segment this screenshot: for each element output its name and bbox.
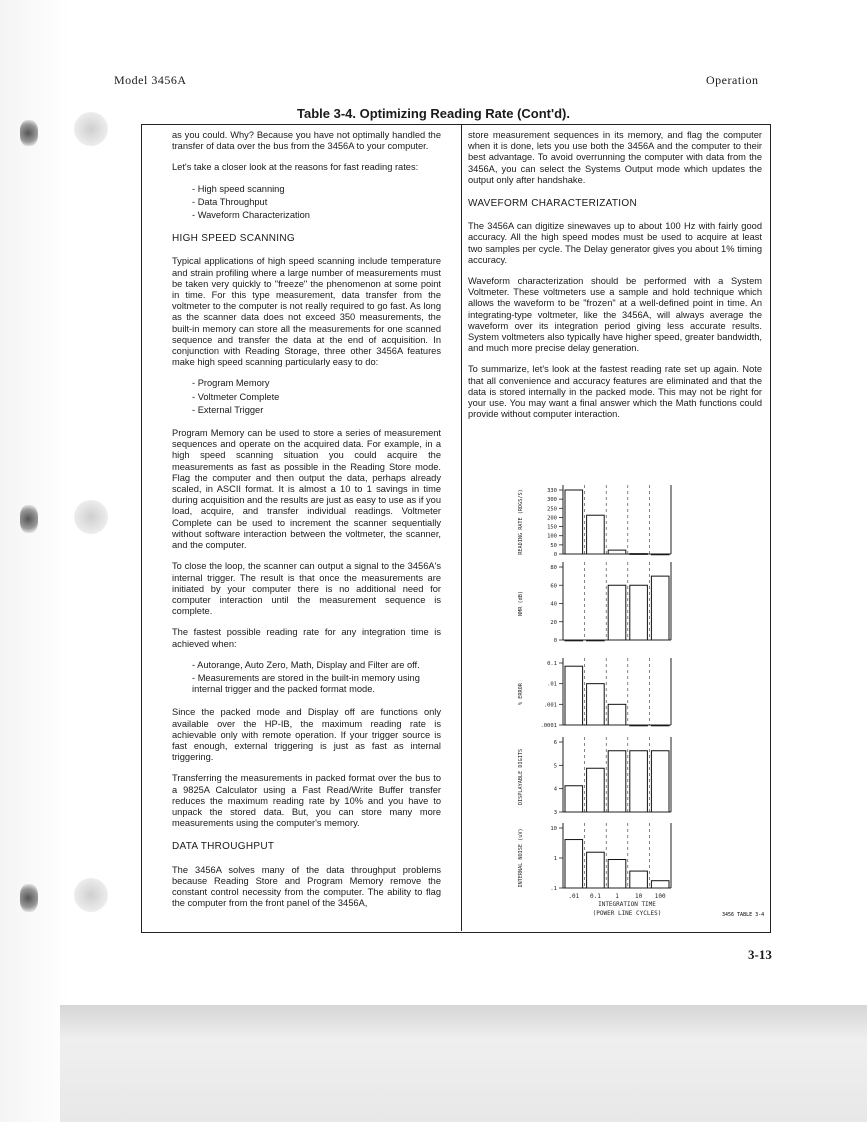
tick-label: 6 [553,740,557,746]
y-axis-label: DISPLAYABLE DIGITS [518,748,524,806]
paragraph: as you could. Why? Because you have not optimally handled the transfer of data over the bus from the 3456A to your computer. [172,130,441,152]
tick-label: 0 [553,638,557,644]
features-list [172,378,441,416]
y-axis-label: INTERNAL NOISE (uV) [518,828,524,888]
x-tick-label: .01 [568,893,580,900]
bar [587,684,605,725]
binder-hole [74,878,108,912]
bar [587,515,605,554]
reading-rate-chart [500,470,765,925]
x-tick-label: 0.1 [589,893,601,900]
list-item: - Data Throughput [192,197,441,208]
bar [608,550,626,554]
y-axis-label: READING RATE (RDGS/S) [518,489,524,555]
tick-label: 0 [553,552,557,558]
tick-label: 20 [550,619,557,626]
tick-label: 0.1 [547,661,557,667]
tick-label: 10 [550,826,557,832]
bar [565,786,583,812]
list-item: - Program Memory [192,378,441,389]
x-tick-label: 100 [654,893,666,900]
tick-label: .1 [550,886,557,892]
bar [651,881,669,888]
bar [565,666,583,725]
bar [565,840,583,888]
bar [651,751,669,812]
conditions-list [172,660,441,696]
header-section: Operation [706,73,759,87]
paragraph: Transferring the measurements in packed format over the bus to a 9825A Calculator using a Fast Read/Write Buffer transfer reduces the maximum reading rate by 10% and you have to unpack the stored data. But, you can store many more measurements using the computer's memory. [172,773,441,829]
tick-label: .01 [547,681,557,688]
tick-label: 200 [547,515,557,522]
y-axis-label: % ERROR [518,683,524,705]
x-axis-sublabel: (POWER LINE CYCLES) [592,910,662,917]
bar [608,585,626,640]
bar [587,768,605,812]
reasons-list [172,184,441,222]
binder-hole [74,500,108,534]
bar [587,852,605,888]
tick-label: 60 [550,583,557,590]
table-caption: Table 3-4. Optimizing Reading Rate (Cont'd). [297,106,570,121]
binder-hole-shadow [20,120,38,146]
tick-label: 330 [547,488,557,494]
list-item: - Autorange, Auto Zero, Math, Display and Filter are off. [192,660,441,671]
right-column [468,130,762,430]
x-axis-label: INTEGRATION TIME [598,901,656,908]
paragraph: Since the packed mode and Display off are functions only available over the HP-IB, the maximum reading rate is achievable only with remote operation. If your trigger source is fast enough, external triggering is just as fast as internal triggering. [172,707,441,763]
paragraph: store measurement sequences in its memory, and flag the computer when it is done, lets you use both the 3456A and the computer to their best advantage. To avoid overrunning the computer with data from the 3456A, you can select the Systems Output mode which updates the output only after handshake. [468,130,762,185]
tick-label: 5 [553,763,557,770]
tick-label: 80 [550,565,557,571]
bar [608,751,626,812]
list-item: - Voltmeter Complete [192,392,441,403]
y-axis-label: NMR (dB) [518,591,524,616]
bar [608,704,626,725]
binder-hole-shadow [20,505,38,533]
tick-label: 100 [547,533,557,540]
paragraph: Program Memory can be used to store a series of measurement sequences and operate on the acquired data. For example, in a high speed scanning situation you could acquire the measurements as fast as possible in the Reading Store mode. Flag the computer and then output the data, perhaps already scaled, in ASCII format. It is almost a 10 to 1 savings in time during acquisition and the results are just as easy to use as if you load, acquire, and transfer individual readings. Voltmeter Complete can be used to increment the scanner sequentially without software interaction between the voltmeter, the scanner, and the computer. [172,428,441,551]
tick-label: .001 [543,702,557,709]
list-item: - External Trigger [192,405,441,416]
bar [565,490,583,554]
list-item: - Measurements are stored in the built-in memory using internal trigger and the packed format mode. [192,673,441,695]
bar [608,860,626,888]
binder-hole-shadow [20,884,38,912]
bar [651,576,669,640]
tick-label: 40 [550,601,557,608]
bar [630,585,648,640]
bar [630,871,648,888]
paragraph: To close the loop, the scanner can output a signal to the 3456A's internal trigger. The result is that once the measurements are initiated by your computer there is no additional need for computer interaction until the measurement sequence is complete. [172,561,441,617]
tick-label: 250 [547,506,557,513]
paragraph: Waveform characterization should be performed with a System Voltmeter. These voltmeters use a sample and hold technique which allows the waveform to be "frozen" at a well-defined point in time. An integrating-type voltmeter, like the 3456A, will always average the waveform over its integration period giving less accurate results. System voltmeters also typically have higher speed, greater bandwidth, and much more precise delay generation. [468,276,762,354]
left-column [172,130,441,919]
chart-figure-id: 3456 TABLE 3-4 [722,912,765,918]
tick-label: 1 [553,856,557,862]
paragraph: Let's take a closer look at the reasons for fast reading rates: [172,162,419,173]
paragraph: Typical applications of high speed scanning include temperature and strain profiling where a large number of measurements must be taken very quickly to "freeze" the phenomenon at some point in time. For this type measurement, data transfer from the voltmeter to the computer is not really required to go fast. As long as the scanner data does not exceed 350 measurements, the built-in memory can store all the measurements for one scanned sequence and transfer the data at the end of acquisition. In conjunction with Reading Storage, three other 3456A features make high speed scanning particularly easy to do: [172,256,441,368]
paragraph: The fastest possible reading rate for any integration time is achieved when: [172,627,441,649]
bar [630,751,648,812]
page-number: 3-13 [748,947,772,962]
list-item: - High speed scanning [192,184,441,195]
column-divider [461,124,462,931]
tick-label: 150 [547,524,557,531]
paragraph: The 3456A solves many of the data throughput problems because Reading Store and Program Memory remove the constant control necessity from the computer. The ability to flag the computer from the front panel of the 3456A, [172,864,441,909]
tick-label: 3 [553,810,557,816]
tick-label: 4 [553,786,557,793]
tick-label: .0001 [540,723,557,729]
x-tick-label: 10 [634,893,643,900]
scan-margin [0,0,70,1122]
section-heading: HIGH SPEED SCANNING [172,233,295,245]
tick-label: 50 [550,542,557,549]
scan-bottom-shadow [60,1005,867,1122]
x-tick-label: 1 [615,893,619,900]
header-model: Model 3456A [114,73,187,87]
tick-label: 300 [547,497,557,504]
section-heading: DATA THROUGHPUT [172,841,275,853]
paragraph: The 3456A can digitize sinewaves up to about 100 Hz with fairly good accuracy. All the high speed modes must be used to acquire at least two samples per cycle. The Delay generator gives you about 1% timing accuracy. [468,221,762,265]
paragraph: To summarize, let's look at the fastest reading rate set up again. Note that all convenience and accuracy features are eliminated and that the data is stored internally in the packed mode. This may not be right for your use. You may want a final answer which the Math functions could provide without computer interaction. [468,364,762,420]
section-heading: WAVEFORM CHARACTERIZATION [468,198,637,210]
list-item: - Waveform Characterization [192,210,441,221]
